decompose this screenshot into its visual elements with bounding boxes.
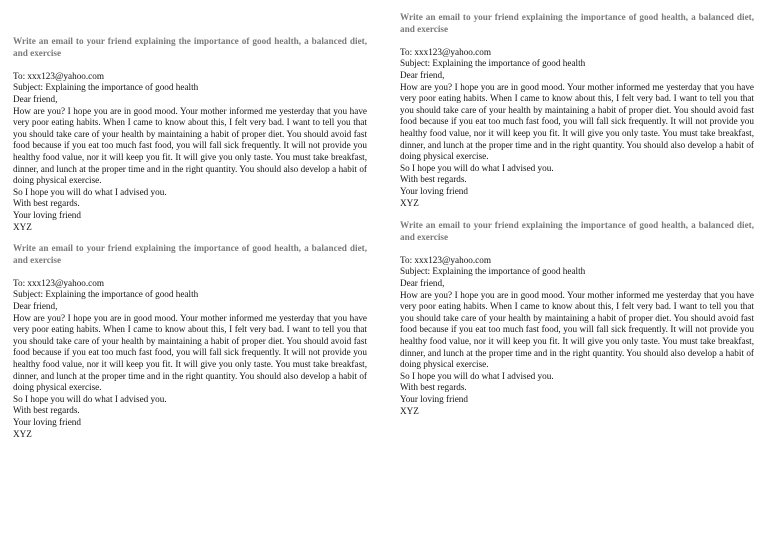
closing-hope-line: So I hope you will do what I advised you. (13, 186, 167, 197)
letter-heading: Write an email to your friend explaining the importance of good health, a balanced diet, and exercise (13, 243, 367, 265)
signature-line: XYZ (13, 221, 32, 232)
sign-off-line: Your loving friend (13, 416, 81, 427)
closing-hope-line: So I hope you will do what I advised you. (400, 162, 554, 173)
signature-line: XYZ (400, 197, 419, 208)
regards-line: With best regards. (400, 382, 467, 393)
letter-body: How are you? I hope you are in good mood. Your mother informed me yesterday that you have very poor eating habits. When I came to know about this, I felt very bad. I want to tell you that you should take care of your health by maintaining a habit of proper diet. You should avoid fast food because if you eat too much fast food, you will fall sick frequently. It will not provide you healthy food value, nor it will keep you fit. It will give you only taste. You must take breakfast, dinner, and lunch at the proper time and in the right quantity. You should also develop a habit of doing physical exercise. (400, 81, 754, 162)
letter-body: How are you? I hope you are in good mood. Your mother informed me yesterday that you have very poor eating habits. When I came to know about this, I felt very bad. I want to tell you that you should take care of your health by maintaining a habit of proper diet. You should avoid fast food because if you eat too much fast food, you will fall sick frequently. It will not provide you healthy food value, nor it will keep you fit. It will give you only taste. You must take breakfast, dinner, and lunch at the proper time and in the right quantity. You should also develop a habit of doing physical exercise. (400, 289, 754, 370)
email-letter-block (13, 36, 367, 233)
regards-line: With best regards. (400, 174, 467, 185)
letter-body: How are you? I hope you are in good mood. Your mother informed me yesterday that you have very poor eating habits. When I came to know about this, I felt very bad. I want to tell you that you should take care of your health by maintaining a habit of proper diet. You should avoid fast food because if you eat too much fast food, you will fall sick frequently. It will not provide you healthy food value, nor it will keep you fit. It will give you only taste. You must take breakfast, dinner, and lunch at the proper time and in the right quantity. You should also develop a habit of doing physical exercise. (13, 312, 367, 393)
letter-heading: Write an email to your friend explaining the importance of good health, a balanced diet, and exercise (400, 220, 754, 242)
recipient-line: To: xxx123@yahoo.com (13, 277, 105, 288)
spacer (400, 35, 754, 47)
salutation-line: Dear friend, (400, 277, 445, 288)
email-letter-block (400, 12, 754, 209)
spacer (13, 266, 367, 278)
subject-line: Subject: Explaining the importance of good health (13, 82, 199, 93)
sign-off-line: Your loving friend (400, 185, 468, 196)
spacer (13, 59, 367, 71)
sign-off-line: Your loving friend (13, 209, 81, 220)
salutation-line: Dear friend, (13, 300, 58, 311)
spacer (400, 243, 754, 255)
email-letter-block (13, 243, 367, 440)
subject-line: Subject: Explaining the importance of good health (400, 266, 586, 277)
email-letter-block (400, 220, 754, 417)
salutation-line: Dear friend, (400, 69, 445, 80)
recipient-line: To: xxx123@yahoo.com (400, 254, 492, 265)
recipient-line: To: xxx123@yahoo.com (13, 70, 105, 81)
subject-line: Subject: Explaining the importance of good health (400, 58, 586, 69)
salutation-line: Dear friend, (13, 93, 58, 104)
sign-off-line: Your loving friend (400, 393, 468, 404)
signature-line: XYZ (400, 405, 419, 416)
subject-line: Subject: Explaining the importance of good health (13, 289, 199, 300)
closing-hope-line: So I hope you will do what I advised you. (400, 370, 554, 381)
letter-heading: Write an email to your friend explaining the importance of good health, a balanced diet, and exercise (13, 36, 367, 58)
letter-heading: Write an email to your friend explaining the importance of good health, a balanced diet, and exercise (400, 12, 754, 34)
closing-hope-line: So I hope you will do what I advised you. (13, 393, 167, 404)
recipient-line: To: xxx123@yahoo.com (400, 46, 492, 57)
regards-line: With best regards. (13, 198, 80, 209)
signature-line: XYZ (13, 428, 32, 439)
letter-body: How are you? I hope you are in good mood. Your mother informed me yesterday that you have very poor eating habits. When I came to know about this, I felt very bad. I want to tell you that you should take care of your health by maintaining a habit of proper diet. You should avoid fast food because if you eat too much fast food, you will fall sick frequently. It will not provide you healthy food value, nor it will keep you fit. It will give you only taste. You must take breakfast, dinner, and lunch at the proper time and in the right quantity. You should also develop a habit of doing physical exercise. (13, 105, 367, 186)
regards-line: With best regards. (13, 405, 80, 416)
